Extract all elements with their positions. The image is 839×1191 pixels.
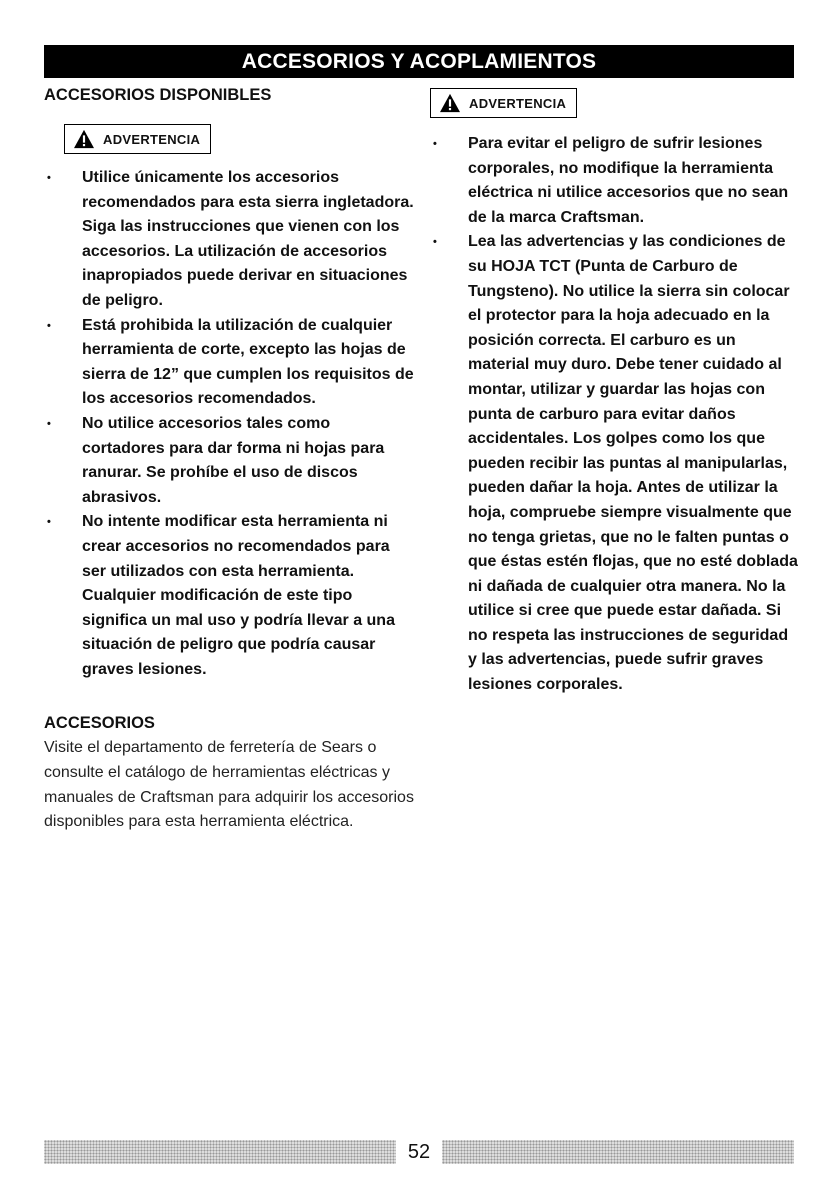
footer-pattern-right (442, 1140, 794, 1164)
warning-box-left (64, 124, 211, 154)
list-item: • Lea las advertencias y las condiciones de su HOJA TCT (Punta de Carburo de Tungsteno). No utilice la sierra sin colocar el protector para la hoja adecuado en la posición correcta. El carburo es un material muy duro. Debe tener cuidado al montar, utilizar y guardar las hojas con punta de carburo para evitar daños accidentales. Los golpes como los que pueden recibir las puntas al manipularlas, pueden dañar la hoja. Antes de utilizar la hoja, compruebe siempre visualmente que no tenga grietas, que no le falten puntas o que éstas estén flojas, que no esté doblada ni dañada de cualquier otra manera. No la utilice si cree que puede estar dañada. Si no respeta las instrucciones de seguridad y las advertencias, puede sufrir graves lesiones corporales. (430, 230, 800, 697)
right-column (430, 88, 800, 698)
page-footer (44, 1140, 794, 1164)
list-item: • Está prohibida la utilización de cualquier herramienta de corte, excepto las hojas de sierra de 12” que cumplen los requisitos de los accesorios recomendados. (44, 314, 414, 412)
list-item: • Utilice únicamente los accesorios recomendados para esta sierra ingletadora. Siga las instrucciones que vienen con los accesorios. La utilización de accesorios inapropiados puede derivar en situaciones de peligro. (44, 166, 414, 314)
warning-triangle-icon (73, 129, 95, 149)
warning-label: ADVERTENCIA (103, 131, 201, 147)
list-item: • No utilice accesorios tales como cortadores para dar forma ni hojas para ranurar. Se prohíbe el uso de discos abrasivos. (44, 412, 414, 510)
page-number: 52 (407, 1140, 431, 1163)
warning-box-right (430, 88, 577, 118)
section-heading-accessories: ACCESORIOS (44, 714, 155, 733)
left-column (44, 84, 414, 835)
warning-triangle-icon (439, 93, 461, 113)
warning-label: ADVERTENCIA (469, 95, 567, 111)
footer-pattern-left (44, 1140, 396, 1164)
accessories-paragraph: Visite el departamento de ferretería de Sears o consulte el catálogo de herramientas eléctricas y manuales de Craftsman para adquirir los accesorios disponibles para esta herramienta eléctrica. (44, 739, 414, 831)
section-heading-available: ACCESORIOS DISPONIBLES (44, 86, 272, 104)
list-item: • Para evitar el peligro de sufrir lesiones corporales, no modifique la herramienta eléctrica ni utilice accesorios que no sean de la marca Craftsman. (430, 132, 800, 230)
page-banner: ACCESORIOS Y ACOPLAMIENTOS (44, 45, 794, 78)
warning-list-right (430, 132, 800, 698)
warning-list-left (44, 166, 414, 682)
list-item: • No intente modificar esta herramienta ni crear accesorios no recomendados para ser utilizados con esta herramienta. Cualquier modificación de este tipo significa un mal uso y podría llevar a una situación de peligro que podría causar graves lesiones. (44, 510, 414, 682)
